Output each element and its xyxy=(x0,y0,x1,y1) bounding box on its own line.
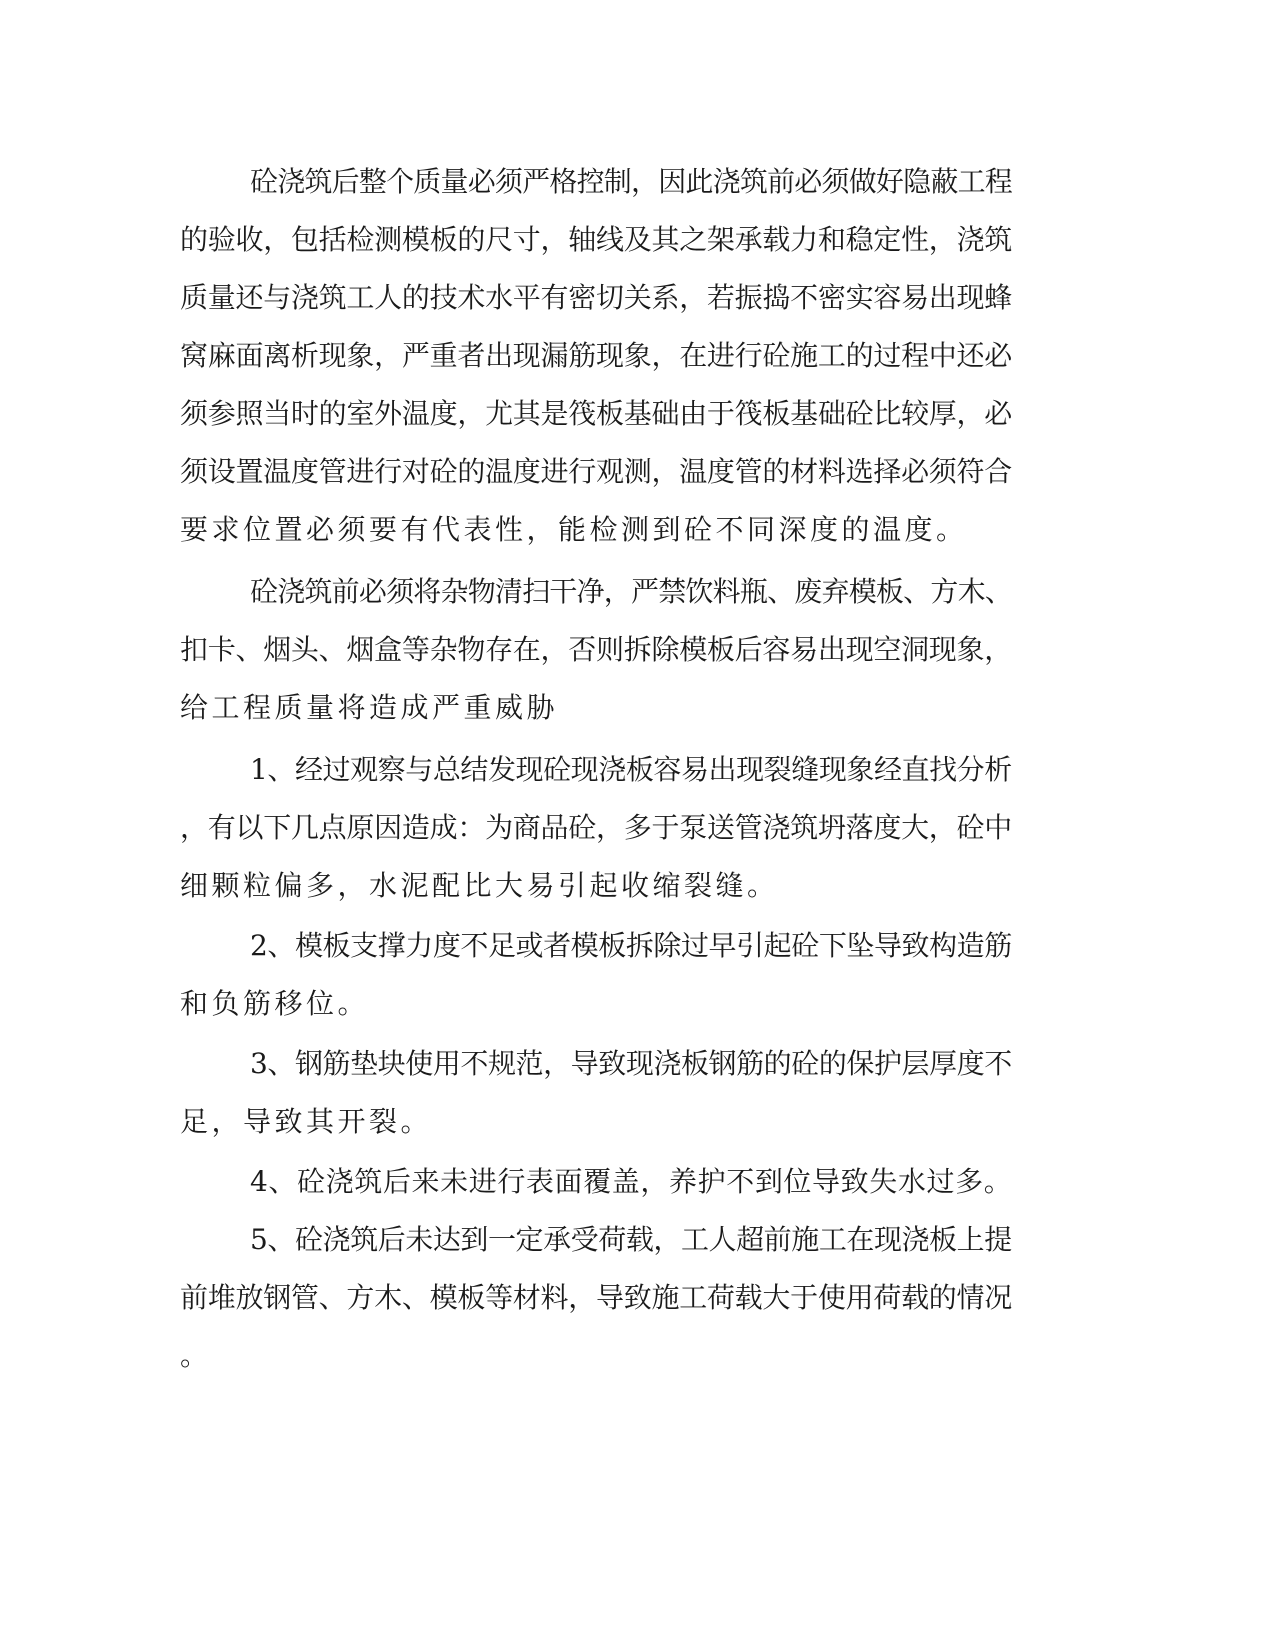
paragraph-3-line-3: 细颗粒偏多，水泥配比大易引起收缩裂缝。 xyxy=(180,869,779,902)
paragraph-6-line-1: 4、砼浇筑后来未进行表面覆盖，养护不到位导致失水过多。 xyxy=(250,1165,1013,1198)
paragraph-1-line-5: 须参照当时的室外温度，尤其是筏板基础由于筏板基础砼比较厚，必 xyxy=(180,397,1013,430)
paragraph-7-line-1: 5、砼浇筑后未达到一定承受荷载，工人超前施工在现浇板上提 xyxy=(250,1223,1012,1256)
paragraph-4-line-1: 2、模板支撑力度不足或者模板拆除过早引起砼下坠导致构造筋 xyxy=(250,929,1012,962)
paragraph-2-line-2: 扣卡、烟头、烟盒等杂物存在，否则拆除模板后容易出现空洞现象， xyxy=(180,633,1013,666)
paragraph-5-line-1: 3、钢筋垫块使用不规范，导致现浇板钢筋的砼的保护层厚度不 xyxy=(250,1047,1012,1080)
paragraph-1-line-7: 要求位置必须要有代表性，能检测到砼不同深度的温度。 xyxy=(180,513,968,546)
paragraph-7-line-3: 。 xyxy=(180,1339,212,1372)
paragraph-5-line-2: 足，导致其开裂。 xyxy=(180,1105,433,1138)
paragraph-2-line-1: 砼浇筑前必须将杂物清扫干净，严禁饮料瓶、废弃模板、方木、 xyxy=(250,575,1013,608)
paragraph-1-line-2: 的验收，包括检测模板的尺寸，轴线及其之架承载力和稳定性，浇筑 xyxy=(180,223,1013,256)
paragraph-1-line-3: 质量还与浇筑工人的技术水平有密切关系，若振捣不密实容易出现蜂 xyxy=(180,281,1013,314)
paragraph-1-line-1: 砼浇筑后整个质量必须严格控制，因此浇筑前必须做好隐蔽工程 xyxy=(250,165,1013,198)
paragraph-1-line-4: 窝麻面离析现象，严重者出现漏筋现象，在进行砼施工的过程中还必 xyxy=(180,339,1013,372)
paragraph-1-line-6: 须设置温度管进行对砼的温度进行观测，温度管的材料选择必须符合 xyxy=(180,455,1013,488)
paragraph-2-line-3: 给工程质量将造成严重威胁 xyxy=(180,691,559,724)
paragraph-4-line-2: 和负筋移位。 xyxy=(180,987,370,1020)
paragraph-3-line-2: ，有以下几点原因造成：为商品砼，多于泵送管浇筑坍落度大，砼中 xyxy=(180,811,1013,844)
paragraph-3-line-1: 1、经过观察与总结发现砼现浇板容易出现裂缝现象经直找分析 xyxy=(250,753,1012,786)
paragraph-7-line-2: 前堆放钢管、方木、模板等材料，导致施工荷载大于使用荷载的情况 xyxy=(180,1281,1013,1314)
